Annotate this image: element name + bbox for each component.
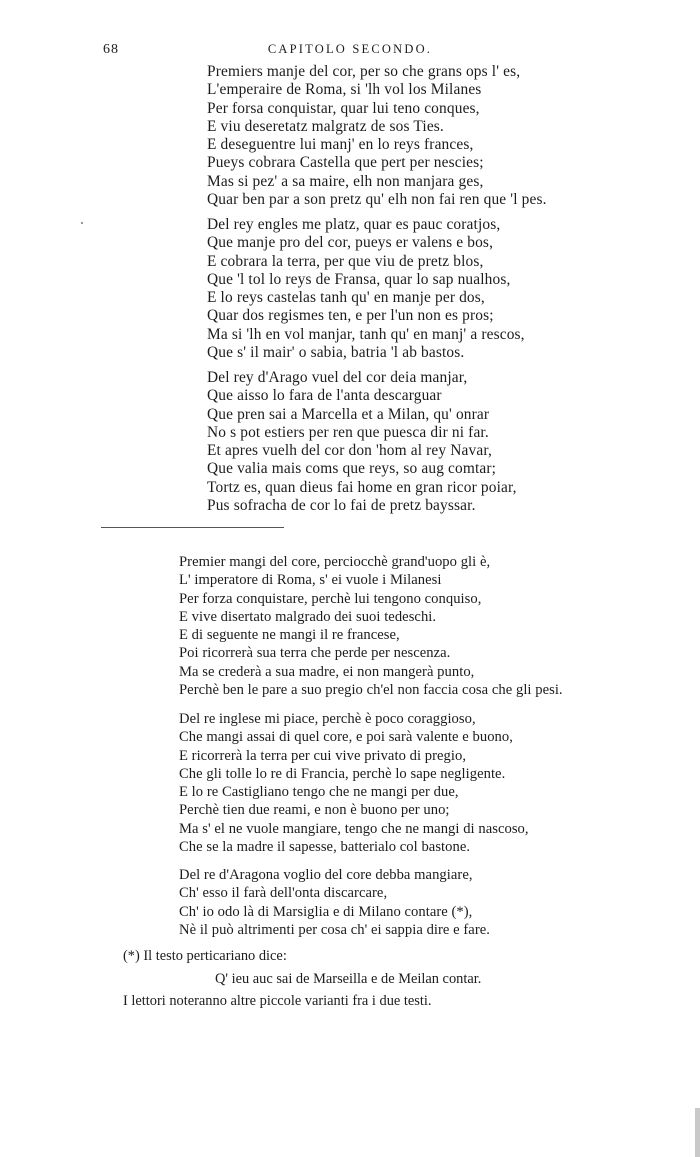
verse-line: Che mangi assai di quel core, e poi sarà valente e buono, xyxy=(179,729,513,746)
verse-line: Che se la madre il sapesse, batterialo col bastone. xyxy=(179,839,471,856)
verse-line: No s pot estiers per ren que puesca dir ni far. xyxy=(207,423,489,441)
verse-line: Per forsa conquistar, quar lui teno conques, xyxy=(207,99,480,117)
verse-line: E viu deseretatz malgratz de sos Ties. xyxy=(207,117,444,135)
verse-line: Pus sofracha de cor lo fai de pretz bayssar. xyxy=(207,497,476,515)
page-number: 68 xyxy=(103,42,119,57)
verse-line: Tortz es, quan dieus fai home en gran ricor poiar, xyxy=(207,478,517,496)
verse-line: E ricorrerà la terra per cui vive privato di pregio, xyxy=(179,747,467,764)
verse-line: Quar dos regismes ten, e per l'un non es pros; xyxy=(207,307,494,325)
verse-line: Che gli tolle lo re di Francia, perchè lo sape negligente. xyxy=(179,765,506,782)
provencal-stanza-2 xyxy=(207,216,525,362)
italian-stanza-1 xyxy=(179,553,563,699)
verse-line: Ma s' el ne vuole mangiare, tengo che ne mangi di nascoso, xyxy=(179,820,529,837)
verse-line: Del re inglese mi piace, perchè è poco coraggioso, xyxy=(179,711,476,727)
verse-line: Premier mangi del core, perciocchè grand'uopo gli è, xyxy=(179,554,491,570)
verse-line: E cobrara la terra, per que viu de pretz blos, xyxy=(207,252,484,270)
footnote-intro: (*) Il testo perticariano dice: xyxy=(123,948,287,964)
verse-line: Que s' il mair' o sabia, batria 'l ab bastos. xyxy=(207,344,465,362)
verse-line: Que aisso lo fara de l'anta descarguar xyxy=(207,387,442,405)
verse-line: E deseguentre lui manj' en lo reys frances, xyxy=(207,136,474,154)
verse-line: Pueys cobrara Castella que pert per nescies; xyxy=(207,154,484,172)
italian-stanza-2 xyxy=(179,710,529,856)
verse-line: Quar ben par a son pretz qu' elh non fai ren que 'l pes. xyxy=(207,191,547,209)
verse-line: Perchè ben le pare a suo pregio ch'el non faccia cosa che gli pesi. xyxy=(179,682,563,699)
verse-line: Del re d'Aragona voglio del core debba mangiare, xyxy=(179,867,473,883)
verse-line: Que pren sai a Marcella et a Milan, qu' onrar xyxy=(207,405,490,423)
verse-line: Ch' esso il farà dell'onta discarcare, xyxy=(179,885,388,902)
verse-line: Ch' io odo là di Marsiglia e di Milano contare (*), xyxy=(179,903,473,920)
verse-line: Que manje pro del cor, pueys er valens e bos, xyxy=(207,234,494,252)
verse-line: Per forza conquistare, perchè lui tengono conquiso, xyxy=(179,590,482,607)
verse-line: Ma se crederà a sua madre, ei non mangerà punto, xyxy=(179,663,475,680)
verse-line: Et apres vuelh del cor don 'hom al rey Navar, xyxy=(207,442,492,460)
footnote-remark: I lettori noteranno altre piccole varianti fra i due testi. xyxy=(123,993,432,1009)
page-edge-shadow xyxy=(695,1108,700,1157)
verse-line: E vive disertato malgrado dei suoi tedeschi. xyxy=(179,608,437,625)
italian-stanza-3 xyxy=(179,866,490,939)
verse-line: Poi ricorrerà sua terra che perde per nescenza. xyxy=(179,645,451,662)
verse-line: E lo re Castigliano tengo che ne mangi per due, xyxy=(179,784,459,801)
verse-line: Perchè tien due reami, e non è buono per uno; xyxy=(179,802,450,819)
verse-line: Ma si 'lh en vol manjar, tanh qu' en manj' a rescos, xyxy=(207,325,525,343)
verse-line: L' imperatore di Roma, s' ei vuole i Milanesi xyxy=(179,572,442,589)
verse-line: E di seguente ne mangi il re francese, xyxy=(179,627,400,644)
verse-line: Premiers manje del cor, per so che grans ops l' es, xyxy=(207,63,521,80)
verse-line: L'emperaire de Roma, si 'lh vol los Milanes xyxy=(207,81,482,99)
margin-speck xyxy=(81,222,83,224)
verse-line: Mas si pez' a sa maire, elh non manjara ges, xyxy=(207,172,484,190)
verse-line: Que 'l tol lo reys de Fransa, quar lo sap nualhos, xyxy=(207,270,511,288)
verse-line: Del rey d'Arago vuel del cor deia manjar, xyxy=(207,369,468,386)
verse-line: Nè il può altrimenti per cosa ch' ei sappia dire e fare. xyxy=(179,921,490,938)
running-title: CAPITOLO SECONDO. xyxy=(267,42,433,56)
provencal-stanza-1 xyxy=(207,63,547,209)
footnote-quote: Q' ieu auc sai de Marseilla e de Meilan contar. xyxy=(215,971,482,987)
provencal-stanza-3 xyxy=(207,369,517,515)
separator-rule xyxy=(101,527,284,528)
verse-line: Del rey engles me platz, quar es pauc coratjos, xyxy=(207,216,501,233)
verse-line: E lo reys castelas tanh qu' en manje per dos, xyxy=(207,289,485,307)
verse-line: Que valia mais coms que reys, so aug comtar; xyxy=(207,460,497,478)
